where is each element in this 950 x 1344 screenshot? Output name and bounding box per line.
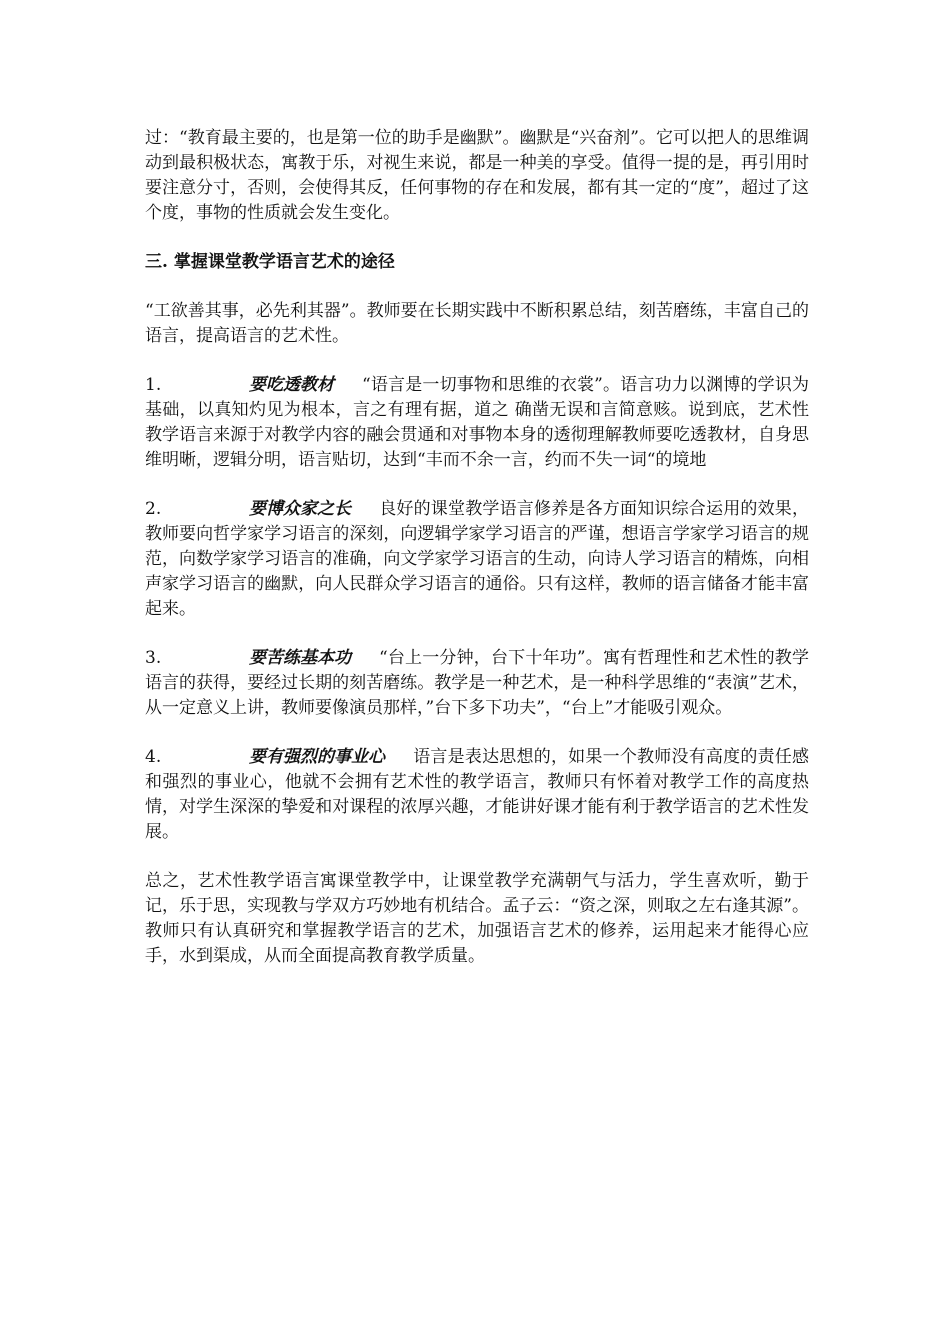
item-title: 要苦练基本功 <box>249 648 351 668</box>
item-title: 要吃透教材 <box>249 375 334 395</box>
item-text: 语言是表达思想的，如果一个教师没有高度的责任感和强烈的事业心，他就不会拥有艺术性的教学语言，教师只有怀着对教学工作的高度热情，对学生深深的挚爱和对课程的浓厚兴趣，才能讲好课才能有利于教学语言的艺术性发展。 <box>145 747 809 842</box>
item-number: 2. <box>145 499 162 519</box>
item-text: 良好的课堂教学语言修养是各方面知识综合运用的效果，教师要向哲学家学习语言的深刻，向逻辑学家学习语言的严谨，想语言学家学习语言的规范，向数学家学习语言的准确，向文学家学习语言的生动，向诗人学习语言的精炼，向相声家学习语言的幽默，向人民群众学习语言的通俗。只有这样，教师的语言储备才能丰富起来。 <box>145 499 809 619</box>
paragraph-conclusion: 总之，艺术性教学语言寓课堂教学中，让课堂教学充满朝气与活力，学生喜欢听，勤于记，乐于思，实现教与学双方巧妙地有机结合。孟子云：“资之深，则取之左右逢其源”。教师只有认真研究和掌握教学语言的艺术，加强语言艺术的修养，运用起来才能得心应手，水到渠成，从而全面提高教育教学质量。 <box>145 871 809 966</box>
paragraph-intro: “工欲善其事，必先利其器”。教师要在长期实践中不断积累总结，刻苦磨练，丰富自己的语言，提高语言的艺术性。 <box>145 301 809 346</box>
list-item <box>145 646 809 721</box>
list-item <box>145 373 809 473</box>
item-title: 要有强烈的事业心 <box>249 747 385 767</box>
item-title: 要博众家之长 <box>249 499 351 519</box>
item-number: 3. <box>145 648 162 668</box>
item-text: “台上一分钟，台下十年功”。寓有哲理性和艺术性的教学语言的获得，要经过长期的刻苦磨练。教学是一种艺术，是一种科学思维的“表演”艺术，从一定意义上讲，教师要像演员那样，”台下多下功夫”，“台上”才能吸引观众。 <box>145 648 809 718</box>
paragraph-humor: 过：“教育最主要的，也是第一位的助手是幽默”。幽默是“兴奋剂”。它可以把人的思维调动到最积极状态，寓教于乐，对视生来说，都是一种美的享受。值得一提的是，再引用时要注意分寸，否则，会使得其反，任何事物的存在和发展，都有其一定的“度”，超过了这个度，事物的性质就会发生变化。 <box>145 128 809 223</box>
section-heading: 三. 掌握课堂教学语言艺术的途径 <box>145 252 395 272</box>
item-text: “语言是一切事物和思维的衣裳”。语言功力以渊博的学识为基础，以真知灼见为根本，言之有理有据，道之 确凿无误和言简意赅。说到底，艺术性教学语言来源于对教学内容的融会贯通和对事物本身的透彻理解教师要吃透教材，自身思维明晰，逻辑分明，语言贴切，达到“丰而不余一言，约而不失一词“的境地 <box>145 375 809 470</box>
list-item <box>145 497 809 622</box>
item-number: 4. <box>145 747 162 767</box>
list-item <box>145 745 809 845</box>
document-body <box>145 126 809 993</box>
item-number: 1. <box>145 375 162 395</box>
